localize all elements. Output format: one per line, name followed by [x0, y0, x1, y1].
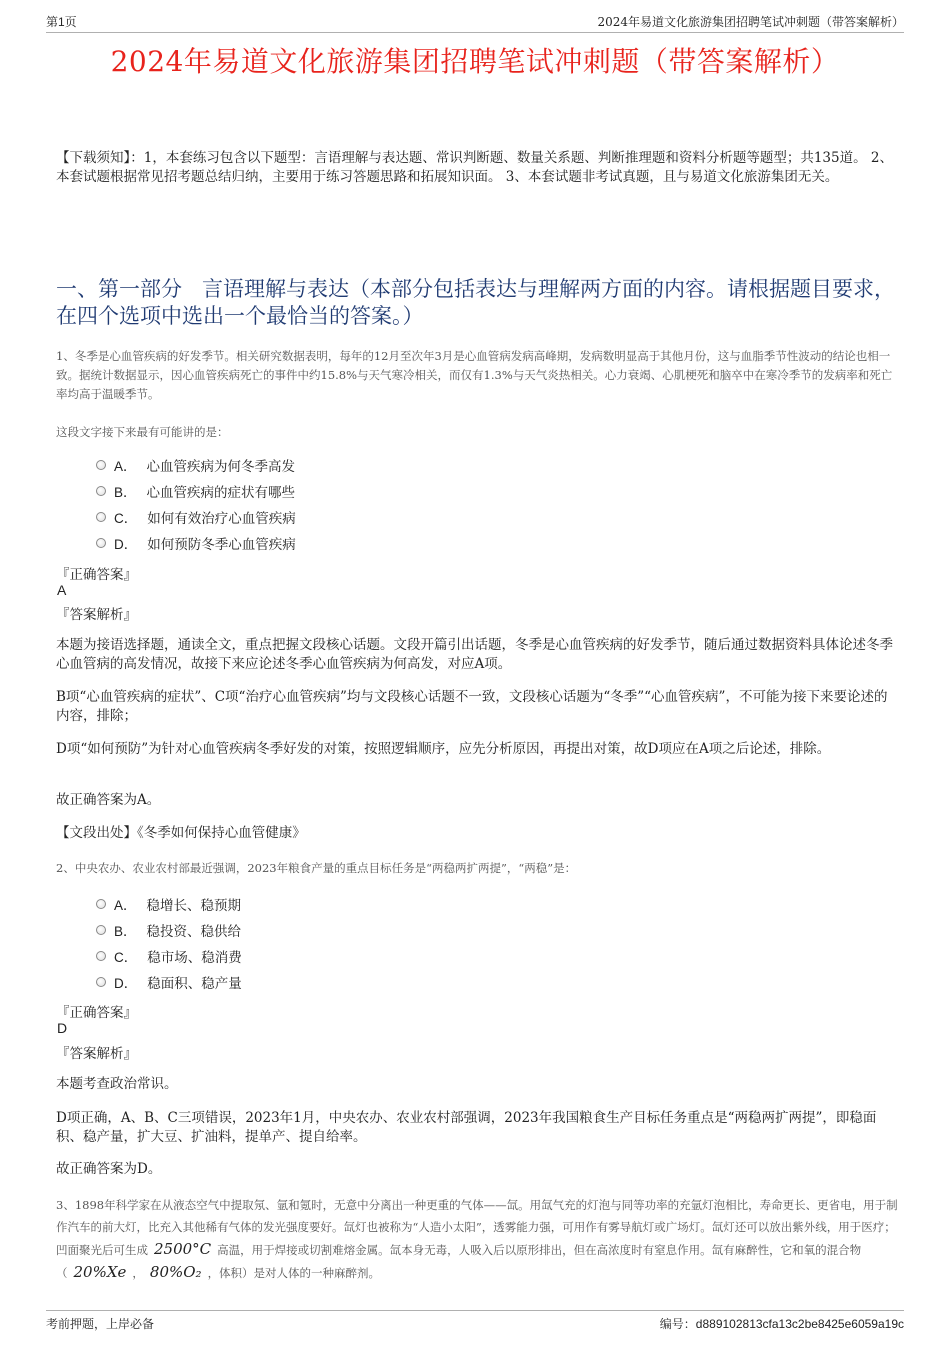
document-code	[660, 1315, 904, 1332]
correct-answer-label: 『正确答案』	[56, 567, 137, 583]
option-b[interactable]	[96, 917, 242, 943]
option-text: 心血管疾病的症状有哪些	[146, 485, 296, 501]
radio-button[interactable]	[96, 512, 106, 522]
option-key: D．	[114, 976, 138, 991]
analysis-label: 『答案解析』	[56, 607, 137, 623]
option-d[interactable]	[96, 969, 242, 995]
option-a[interactable]	[96, 452, 296, 478]
radio-button[interactable]	[96, 460, 106, 470]
footer-slogan: 考前押题，上岸必备	[46, 1317, 155, 1331]
option-key: A．	[114, 459, 137, 474]
question-1-prompt: 这段文字接下来最有可能讲的是：	[56, 425, 229, 439]
option-d[interactable]	[96, 530, 296, 556]
formula-separator: ，	[132, 1266, 144, 1280]
option-text: 如何预防冬季心血管疾病	[147, 537, 296, 553]
radio-button[interactable]	[96, 538, 106, 548]
question-1-analysis-1: 本题为接语选择题，通读全文，重点把握文段核心话题。文段开篇引出话题，冬季是心血管疾病的好发季节，随后通过数据资料具体论述冬季心血管病的高发情况，故接下来应论述冬季心血管疾病为何高发，对应A项。	[56, 637, 893, 672]
question-2-analysis-2: D项正确，A、B、C三项错误，2023年1月，中央农办、农业农村部强调，2023年我国粮食生产目标任务重点是“两稳两扩两提”，即稳面积、稳产量，扩大豆、扩油料，提单产、提自给率。	[56, 1110, 877, 1145]
option-a[interactable]	[96, 891, 242, 917]
temperature-formula: 2500°C	[154, 1240, 212, 1258]
question-2-answer: D	[57, 1020, 68, 1036]
option-key: C．	[114, 950, 138, 965]
option-key: B．	[114, 924, 137, 939]
option-b[interactable]	[96, 478, 296, 504]
correct-answer-label: 『正确答案』	[56, 1005, 137, 1021]
radio-button[interactable]	[96, 925, 106, 935]
option-c[interactable]	[96, 504, 296, 530]
question-2-stem: 2、中央农办、农业农村部最近强调，2023年粮食产量的重点目标任务是“两稳两扩两提”，“两稳”是：	[56, 861, 577, 875]
question-2-options	[96, 891, 242, 995]
question-1-options	[96, 452, 296, 556]
question-2-analysis-1: 本题考查政治常识。	[56, 1076, 178, 1092]
question-3-text-a: 3、1898年科学家在从液态空气中提取氖、氩和氪时，无意中分离出一种更重的气体——氙。用氙气充的灯泡与同等功率的充氩灯泡相比，寿命更长、更省电，用于制作汽车的前大灯，比充入其他稀有气体的发光强度要好。氙灯也被称为“人造小太阳”，透雾能力强，可用作有雾导航灯或广场灯。氙灯还可以放出紫外线，用于医疗；凹面聚光后可生成	[56, 1198, 898, 1257]
option-key: A．	[114, 898, 137, 913]
download-notice: 【下载须知】：1，本套练习包含以下题型：言语理解与表达题、常识判断题、数量关系题、判断推理题和资料分析题等题型；共135道。 2、本套试题根据常见招考题总结归纳，主要用于练习答题思路和拓展知识面。 3、本套试题非考试真题，且与易道文化旅游集团无关。	[56, 150, 893, 185]
radio-button[interactable]	[96, 951, 106, 961]
question-1-analysis-3: D项“如何预防”为针对心血管疾病冬季好发的对策，按照逻辑顺序，应先分析原因，再提出对策，故D项应在A项之后论述，排除。	[56, 741, 831, 757]
option-text: 稳增长、稳预期	[146, 898, 242, 914]
section-description: 言语理解与表达（本部分包括表达与理解两方面的内容。请根据题目要求，在四个选项中选出一个最恰当的答案。）	[56, 277, 895, 328]
oxygen-ratio-formula: 80%O₂	[149, 1263, 202, 1281]
option-text: 稳投资、稳供给	[146, 924, 242, 940]
option-text: 心血管疾病为何冬季高发	[146, 459, 296, 475]
page-header	[46, 10, 904, 33]
section-heading	[56, 276, 898, 330]
option-text: 稳面积、稳产量	[147, 976, 242, 992]
option-text: 稳市场、稳消费	[147, 950, 242, 966]
option-key: D．	[114, 537, 138, 552]
question-1-answer: A	[57, 582, 67, 598]
page-footer	[46, 1310, 904, 1335]
question-2-conclusion: 故正确答案为D。	[56, 1161, 162, 1177]
option-key: C．	[114, 511, 138, 526]
analysis-label: 『答案解析』	[56, 1046, 137, 1062]
code-label: 编号：	[659, 1317, 696, 1331]
option-c[interactable]	[96, 943, 242, 969]
question-1-stem: 1、冬季是心血管疾病的好发季节。相关研究数据表明，每年的12月至次年3月是心血管病发病高峰期，发病数明显高于其他月份，这与血脂季节性波动的结论也相一致。据统计数据显示，因心血管疾病死亡的事件中约15.8%与天气寒冷相关，而仅有1.3%与天气炎热相关。心力衰竭、心肌梗死和脑卒中在寒冷季节的发病率和死亡率均高于温暖季节。	[56, 349, 893, 401]
question-3-stem	[56, 1194, 898, 1284]
question-3-text-b: 高温，用于焊接或切割难熔金属。氙本身无毒，人吸入后以原形排出，但在高浓度时有窒息作用。氙有麻醉性，它和氧的混合物（	[56, 1243, 862, 1280]
radio-button[interactable]	[96, 899, 106, 909]
question-1-conclusion: 故正确答案为A。	[56, 792, 161, 808]
radio-button[interactable]	[96, 977, 106, 987]
xenon-ratio-formula: 20%Xe	[73, 1263, 127, 1281]
section-number: 一、第一部分	[56, 277, 182, 301]
option-key: B．	[114, 485, 137, 500]
page-number: 第1页	[46, 15, 77, 29]
code-value: d889102813cfa13c2be8425e6059a19c	[695, 1317, 904, 1331]
radio-button[interactable]	[96, 486, 106, 496]
document-title: 2024年易道文化旅游集团招聘笔试冲刺题（带答案解析）	[110, 45, 840, 78]
question-3-text-c: ，体积）是对人体的一种麻醉剂。	[207, 1266, 381, 1280]
option-text: 如何有效治疗心血管疾病	[147, 511, 296, 527]
question-1-analysis-2: B项“心血管疾病的症状”、C项“治疗心血管疾病”均与文段核心话题不一致，文段核心话题为“冬季”“心血管疾病”，不可能为接下来要论述的内容，排除；	[56, 689, 888, 724]
question-1-source: 【文段出处】《冬季如何保持心血管健康》	[56, 825, 306, 841]
header-doc-title: 2024年易道文化旅游集团招聘笔试冲刺题（带答案解析）	[597, 15, 904, 29]
